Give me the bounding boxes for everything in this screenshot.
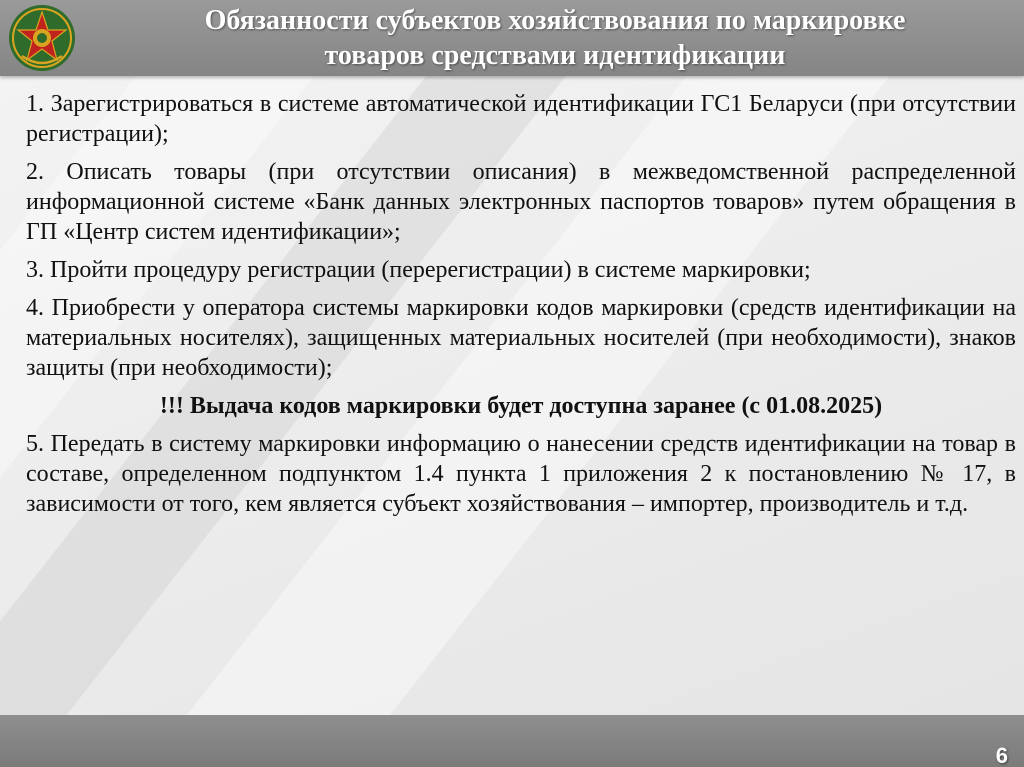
list-item-4: 4. Приобрести у оператора системы маркировки кодов маркировки (средств идентификации на материальных носителях), защищенных материальных носителей (при необходимости), знаков защиты (при необходимости); [26, 295, 1016, 381]
slide-header [0, 0, 1024, 76]
list-item-2: 2. Описать товары (при отсутствии описания) в межведомственной распределенной информационной системе «Банк данных электронных паспортов товаров» путем обращения в ГП «Центр систем идентификации»; [26, 159, 1016, 245]
slide-content [26, 89, 1016, 527]
important-note: !!! Выдача кодов маркировки будет доступна заранее (с 01.08.2025) [159, 393, 883, 419]
list-item-5: 5. Передать в систему маркировки информацию о нанесении средств идентификации на товар в составе, определенном подпунктом 1.4 пункта 1 приложения 2 к постановлению № 17, в зависимости от того, кем является субъект хозяйствования – импортер, производитель и т.д. [26, 431, 1016, 517]
slide-title-line-1: Обязанности субъектов хозяйствования по маркировке [204, 5, 906, 36]
slide-footer [0, 715, 1024, 767]
page-number: 6 [995, 743, 1008, 767]
slide-title-line-2: товаров средствами идентификации [324, 40, 786, 71]
customs-emblem-icon [8, 4, 76, 72]
list-item-3: 3. Пройти процедуру регистрации (перерегистрации) в системе маркировки; [26, 257, 811, 283]
list-item-1: 1. Зарегистрироваться в системе автоматической идентификации ГС1 Беларуси (при отсутствии регистрации); [26, 91, 1016, 147]
slide-title [90, 0, 1020, 76]
